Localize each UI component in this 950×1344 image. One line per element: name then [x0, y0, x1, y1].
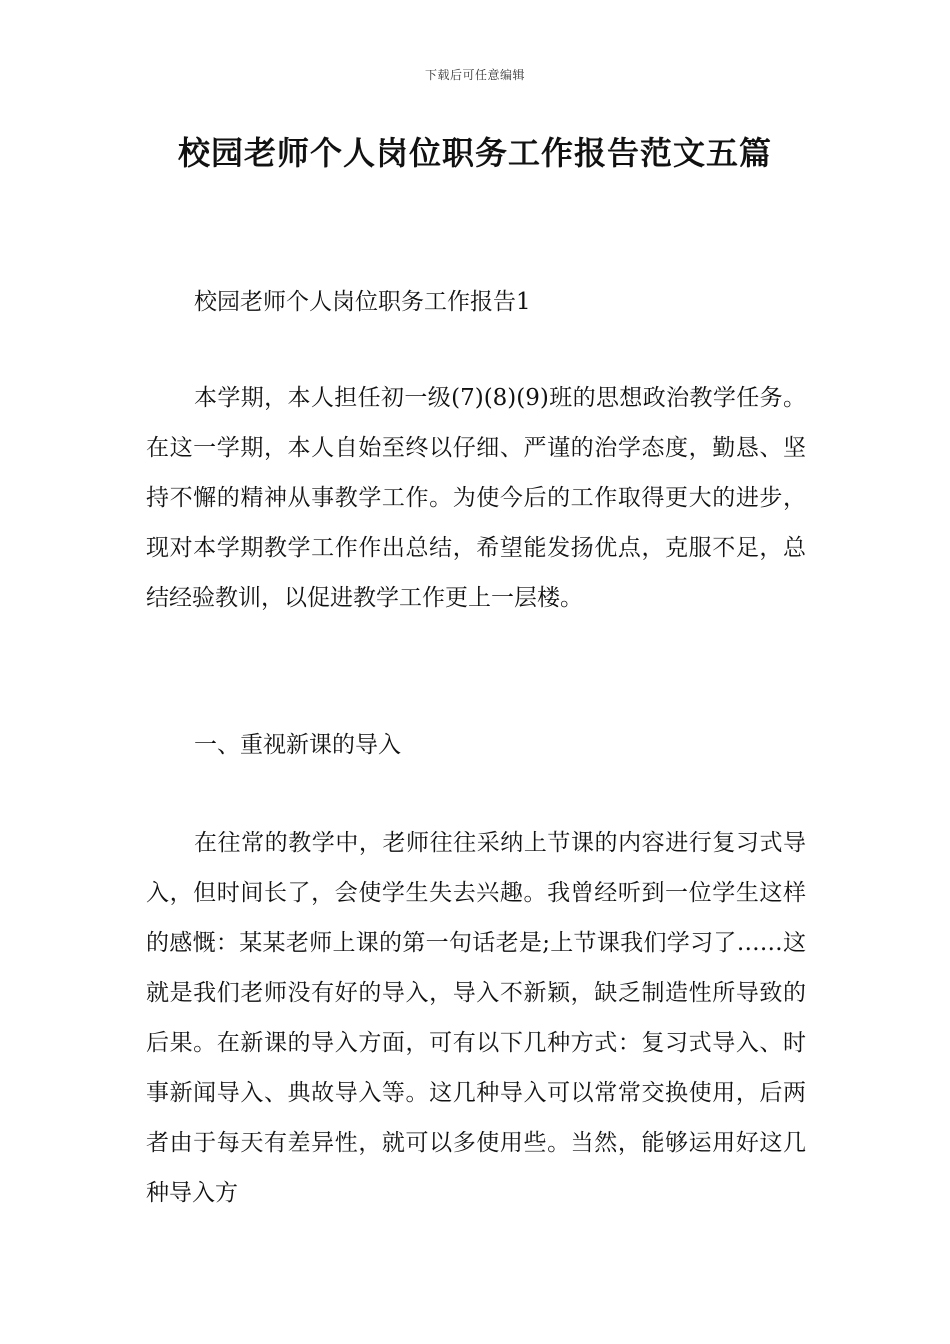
section-heading-1: 校园老师个人岗位职务工作报告1 [194, 289, 531, 315]
paragraph-2: 在往常的教学中，老师往往采纳上节课的内容进行复习式导入，但时间长了，会使学生失去兴趣。我曾经听到一位学生这样的感慨：某某老师上课的第一句话老是;上节课我们学习了……这就是我们老师没有好的导入，导入不新颖，缺乏制造性所导致的后果。在新课的导入方面，可有以下几种方式：复习式导入、时事新闻导入、典故导入等。这几种导入可以常常交换使用，后两者由于每天有差异性，就可以多使用些。当然，能够运用好这几种导入方 [146, 830, 806, 1206]
section-heading-2: 一、重视新课的导入 [194, 732, 401, 758]
paragraph-1: 本学期，本人担任初一级(7)(8)(9)班的思想政治教学任务。在这一学期，本人自始至终以仔细、严谨的治学态度，勤恳、坚持不懈的精神从事教学工作。为使今后的工作取得更大的进步，现对本学期教学工作作出总结，希望能发扬优点，克服不足，总结经验教训，以促进教学工作更上一层楼。 [146, 385, 806, 611]
header-note: 下载后可任意编辑 [424, 68, 525, 82]
document-title: 校园老师个人岗位职务工作报告范文五篇 [177, 134, 772, 172]
